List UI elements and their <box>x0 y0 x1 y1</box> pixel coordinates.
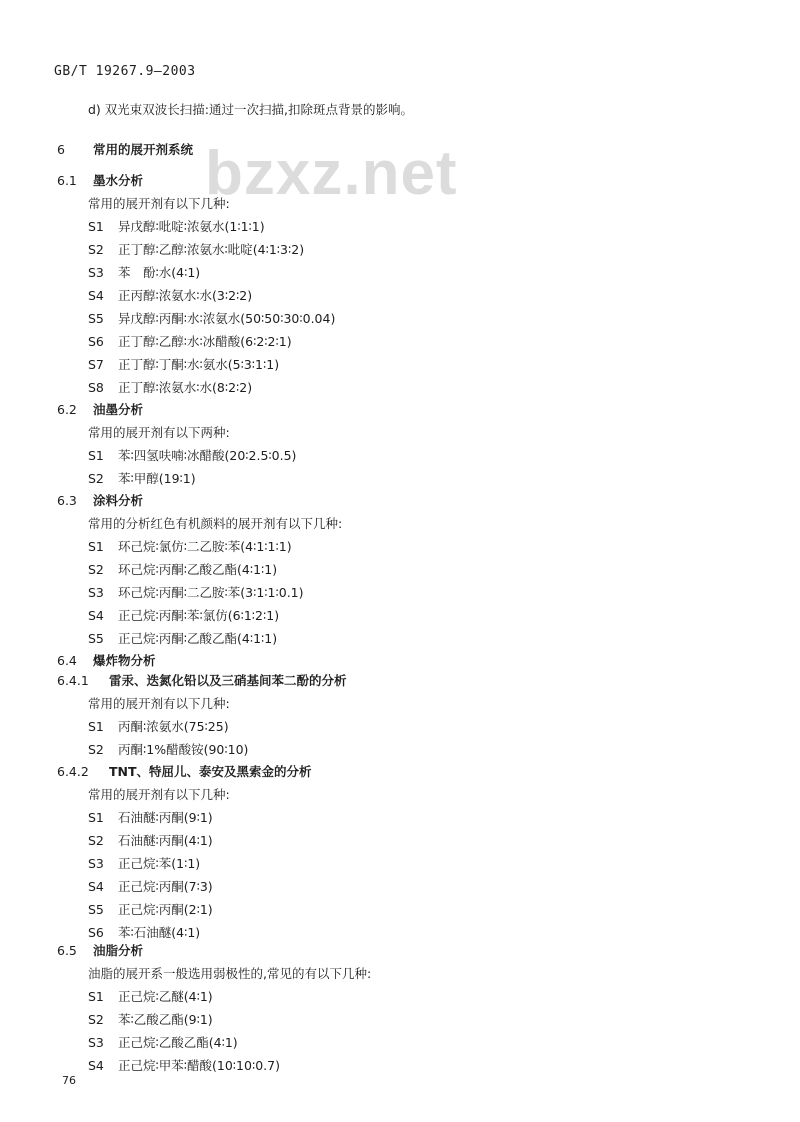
section-number: 6.1 <box>57 173 77 188</box>
solvent-code: S2 <box>88 833 104 848</box>
solvent-item <box>88 855 200 873</box>
solvent-formula: 正己烷∶乙酸乙酯(4∶1) <box>118 1035 238 1050</box>
solvent-formula: 异戊醇∶吡啶∶浓氨水(1∶1∶1) <box>118 219 265 234</box>
solvent-formula: 正己烷∶丙酮(7∶3) <box>118 879 213 894</box>
solvent-code: S7 <box>88 357 104 372</box>
solvent-code: S1 <box>88 989 104 1004</box>
solvent-code: S2 <box>88 471 104 486</box>
solvent-formula: 正己烷∶丙酮∶苯∶氯仿(6∶1∶2∶1) <box>118 608 280 623</box>
section-heading <box>57 172 143 190</box>
solvent-formula: 正己烷∶甲苯∶醋酸(10∶10∶0.7) <box>118 1058 280 1073</box>
solvent-code: S2 <box>88 1012 104 1027</box>
section-intro: 常用的展开剂有以下两种: <box>88 425 230 440</box>
solvent-code: S5 <box>88 902 104 917</box>
solvent-formula: 正己烷∶丙酮∶乙酸乙酯(4∶1∶1) <box>118 631 278 646</box>
solvent-item <box>88 878 213 896</box>
section-title: 墨水分析 <box>93 173 144 188</box>
section-number: 6.4.1 <box>57 673 89 688</box>
solvent-code: S4 <box>88 1058 104 1073</box>
solvent-code: S3 <box>88 856 104 871</box>
solvent-formula: 石油醚∶丙酮(4∶1) <box>118 833 213 848</box>
solvent-item <box>88 538 292 556</box>
solvent-item <box>88 333 292 351</box>
solvent-item <box>88 718 229 736</box>
solvent-item <box>88 561 277 579</box>
section-title: 常用的展开剂系统 <box>93 142 194 157</box>
solvent-item <box>88 470 196 488</box>
solvent-code: S4 <box>88 608 104 623</box>
solvent-item <box>88 218 265 236</box>
section-number: 6.5 <box>57 943 77 958</box>
solvent-code: S5 <box>88 631 104 646</box>
solvent-code: S3 <box>88 1035 104 1050</box>
solvent-code: S1 <box>88 219 104 234</box>
solvent-item <box>88 379 252 397</box>
solvent-item <box>88 241 304 259</box>
solvent-code: S3 <box>88 585 104 600</box>
section-title: 油脂分析 <box>93 943 144 958</box>
solvent-item <box>88 310 335 328</box>
section-number: 6.4.2 <box>57 764 89 779</box>
section-heading <box>57 492 143 510</box>
solvent-item <box>88 988 213 1006</box>
solvent-item <box>88 809 213 827</box>
solvent-item <box>88 832 213 850</box>
solvent-formula: 丙酮∶1%醋酸铵(90∶10) <box>118 742 249 757</box>
solvent-formula: 正己烷∶乙醚(4∶1) <box>118 989 213 1004</box>
solvent-formula: 正丙醇∶浓氨水∶水(3∶2∶2) <box>118 288 253 303</box>
standard-code-header: GB/T 19267.9—2003 <box>54 64 196 79</box>
solvent-formula: 异戊醇∶丙酮∶水∶浓氨水(50∶50∶30∶0.04) <box>118 311 336 326</box>
solvent-item <box>88 584 304 602</box>
solvent-formula: 环己烷∶氯仿∶二乙胺∶苯(4∶1∶1∶1) <box>118 539 292 554</box>
solvent-item <box>88 1057 280 1075</box>
solvent-code: S2 <box>88 242 104 257</box>
section-title: TNT、特屈儿、泰安及黑索金的分析 <box>109 764 312 779</box>
section-heading <box>57 652 156 670</box>
solvent-formula: 石油醚∶丙酮(9∶1) <box>118 810 213 825</box>
solvent-code: S6 <box>88 334 104 349</box>
solvent-code: S2 <box>88 742 104 757</box>
solvent-item <box>88 447 296 465</box>
solvent-code: S4 <box>88 879 104 894</box>
solvent-formula: 苯∶甲醇(19∶1) <box>118 471 196 486</box>
solvent-item <box>88 630 277 648</box>
solvent-code: S4 <box>88 288 104 303</box>
section-heading <box>57 942 143 960</box>
solvent-formula: 正己烷∶苯(1∶1) <box>118 856 201 871</box>
solvent-formula: 正丁醇∶乙醇∶浓氨水∶吡啶(4∶1∶3∶2) <box>118 242 305 257</box>
section-title: 涂料分析 <box>93 493 144 508</box>
solvent-item <box>88 741 248 759</box>
solvent-item <box>88 924 200 942</box>
page-number: 76 <box>62 1074 76 1087</box>
solvent-formula: 正丁醇∶浓氨水∶水(8∶2∶2) <box>118 380 253 395</box>
solvent-item <box>88 1034 238 1052</box>
solvent-item <box>88 264 200 282</box>
solvent-formula: 苯∶四氢呋喃∶冰醋酸(20∶2.5∶0.5) <box>118 448 297 463</box>
solvent-code: S1 <box>88 448 104 463</box>
solvent-code: S5 <box>88 311 104 326</box>
section-heading <box>57 141 193 159</box>
solvent-code: S2 <box>88 562 104 577</box>
section-number: 6.3 <box>57 493 77 508</box>
item-d: d) 双光束双波长扫描:通过一次扫描,扣除斑点背景的影响。 <box>88 102 413 117</box>
section-intro: 常用的分析红色有机颜料的展开剂有以下几种: <box>88 516 343 531</box>
solvent-code: S1 <box>88 810 104 825</box>
solvent-item <box>88 287 252 305</box>
section-title: 雷汞、迭氮化铅以及三硝基间苯二酚的分析 <box>109 673 347 688</box>
section-title: 爆炸物分析 <box>93 653 156 668</box>
section-number: 6.2 <box>57 402 77 417</box>
section-heading <box>57 672 347 690</box>
solvent-formula: 苯∶石油醚(4∶1) <box>118 925 201 940</box>
solvent-formula: 正丁醇∶乙醇∶水∶冰醋酸(6∶2∶2∶1) <box>118 334 292 349</box>
solvent-code: S1 <box>88 539 104 554</box>
watermark: bzxz.net <box>205 139 458 208</box>
solvent-formula: 正丁醇∶丁酮∶水∶氨水(5∶3∶1∶1) <box>118 357 280 372</box>
section-intro: 常用的展开剂有以下几种: <box>88 196 230 211</box>
solvent-code: S3 <box>88 265 104 280</box>
solvent-code: S1 <box>88 719 104 734</box>
section-intro: 常用的展开剂有以下几种: <box>88 787 230 802</box>
section-heading <box>57 401 143 419</box>
section-number: 6.4 <box>57 653 77 668</box>
solvent-formula: 正己烷∶丙酮(2∶1) <box>118 902 213 917</box>
solvent-code: S6 <box>88 925 104 940</box>
section-number: 6 <box>57 142 65 157</box>
solvent-item <box>88 901 213 919</box>
section-title: 油墨分析 <box>93 402 144 417</box>
solvent-item <box>88 356 279 374</box>
solvent-formula: 环己烷∶丙酮∶二乙胺∶苯(3∶1∶1∶0.1) <box>118 585 304 600</box>
solvent-item <box>88 1011 213 1029</box>
solvent-formula: 苯∶乙酸乙酯(9∶1) <box>118 1012 213 1027</box>
solvent-formula: 苯 酚∶水(4∶1) <box>118 265 201 280</box>
section-intro: 油脂的展开系一般选用弱极性的,常见的有以下几种: <box>88 966 372 981</box>
solvent-formula: 丙酮∶浓氨水(75∶25) <box>118 719 229 734</box>
solvent-item <box>88 607 279 625</box>
solvent-code: S8 <box>88 380 104 395</box>
solvent-formula: 环己烷∶丙酮∶乙酸乙酯(4∶1∶1) <box>118 562 278 577</box>
section-heading <box>57 763 312 781</box>
section-intro: 常用的展开剂有以下几种: <box>88 696 230 711</box>
